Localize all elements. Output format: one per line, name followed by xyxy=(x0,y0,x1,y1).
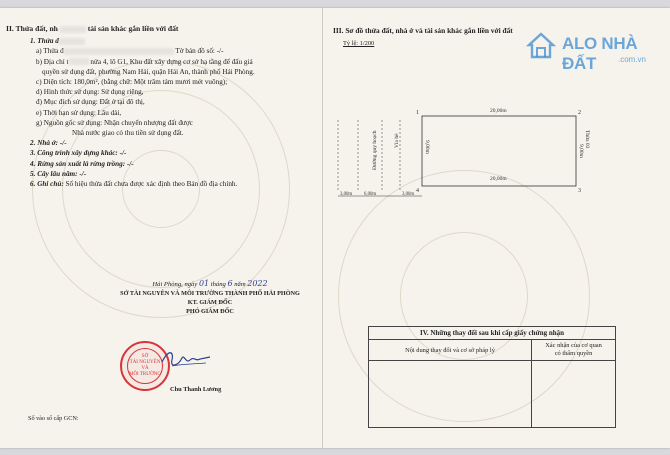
diagram-scale: Tỷ lệ: 1/200 xyxy=(343,40,375,47)
registration-number-label: Số vào sổ cấp GCN: xyxy=(28,415,79,422)
section-title-land: II. Thửa đất, nh tài sản khác gắn liền với đất xyxy=(6,24,179,33)
kt-director: KT. GIÁM ĐỐC xyxy=(187,299,233,306)
road-width-2: 6,00m xyxy=(364,192,377,197)
corner-point-1: 1 xyxy=(416,110,419,116)
changes-table-title: IV. Những thay đổi sau khi cấp giấy chứng nhận xyxy=(369,327,615,340)
land-item-c: c) Diện tích: 180,0m², (bằng chữ: Một trăm tám mươi mét vuông); xyxy=(36,78,228,87)
col-authority-confirmation: Xác nhận của cơ quan có thẩm quyền xyxy=(545,342,602,357)
page-fold xyxy=(322,8,323,448)
land-item-g-cont: Nhà nước giao có thu tiền sử dụng đất. xyxy=(72,129,184,138)
land-item-d: d) Hình thức sử dụng: Sử dụng riêng, xyxy=(36,88,144,97)
empty-cell xyxy=(369,361,532,427)
issuing-organization: SỞ TÀI NGUYÊN VÀ MÔI TRƯỜNG THÀNH PHỐ HẢI PHÒNG xyxy=(120,290,300,297)
redacted-text xyxy=(69,58,89,65)
issue-date: Hải Phòng, ngày 01 tháng 6 năm 2022 xyxy=(152,279,268,288)
watermark-text: ALO NHÀ ĐẤT xyxy=(562,34,638,73)
corner-point-3: 3 xyxy=(578,188,581,194)
item-house: 2. Nhà ở: -/- xyxy=(30,139,67,148)
item-planted-forest: 4. Rừng sản xuất là rừng trồng: -/- xyxy=(30,159,134,168)
deputy-director: PHÓ GIÁM ĐỐC xyxy=(186,308,234,315)
corner-point-4: 4 xyxy=(416,188,419,194)
changes-table-header xyxy=(369,340,615,361)
road-hatching xyxy=(338,120,400,192)
road-width-1: 3,00m xyxy=(340,192,353,197)
sidewalk-label: Vỉa hè xyxy=(394,133,400,148)
redacted-text xyxy=(64,48,174,55)
handwritten-signature xyxy=(158,344,214,374)
right-lot-label: Thửa 03 xyxy=(584,130,590,149)
land-item-a: a) Thửa đ Tờ bản đồ số: -/- xyxy=(36,47,224,56)
item-perennial-trees: 5. Cây lâu năm: -/- xyxy=(30,169,87,178)
corner-point-2: 2 xyxy=(578,110,581,116)
redacted-text xyxy=(60,26,86,33)
official-stamp: SỞ TÀI NGUYÊN VÀ MÔI TRƯỜNG xyxy=(120,341,170,391)
plot-diagram xyxy=(330,100,600,220)
land-item-b-cont: quyền sử dụng đất, phường Nam Hải, quận Hải An, thành phố Hải Phòng. xyxy=(42,67,255,76)
land-heading: 1. Thửa đ xyxy=(6,36,318,46)
item-note: 6. Ghi chú: Số hiệu thửa đất chưa được xác định theo Bản đồ địa chính. xyxy=(30,180,238,189)
house-logo-icon xyxy=(526,30,556,60)
changes-table-body xyxy=(369,361,615,427)
signer-name: Chu Thanh Lương xyxy=(170,386,222,393)
site-watermark xyxy=(522,24,668,73)
col-change-content: Nội dung thay đổi và cơ sở pháp lý xyxy=(369,340,532,360)
redacted-text xyxy=(59,38,85,45)
road-label: Đường quy hoạch xyxy=(372,130,378,170)
empty-cell xyxy=(532,361,615,427)
watermark-domain: .com.vn xyxy=(618,55,647,64)
right-dimension: 9,00m xyxy=(578,144,584,158)
bottom-dimension: 20,00m xyxy=(490,176,507,182)
land-item-e: đ) Mục đích sử dụng: Đất ở tại đô thị, xyxy=(36,98,145,107)
top-dimension: 20,00m xyxy=(490,108,507,114)
road-width-3: 3,00m xyxy=(402,192,415,197)
land-item-g: g) Nguồn gốc sử dụng: Nhận chuyển nhượng đất được xyxy=(36,118,193,127)
changes-table xyxy=(368,326,616,428)
signature-block xyxy=(110,279,310,316)
left-dimension: 9,00m xyxy=(424,140,430,154)
land-info-section xyxy=(6,24,318,189)
section-title-diagram: III. Sơ đồ thửa đất, nhà ở và tài sản khác gắn liền với đất xyxy=(333,26,513,35)
land-item-b: b) Địa chỉ t nửa 4, lô G1, Khu đất xây dựng cơ sở hạ tầng để đấu giá xyxy=(36,57,253,66)
item-other-construction: 3. Công trình xây dựng khác: -/- xyxy=(30,149,127,158)
land-item-f: e) Thời hạn sử dụng: Lâu dài, xyxy=(36,108,122,117)
